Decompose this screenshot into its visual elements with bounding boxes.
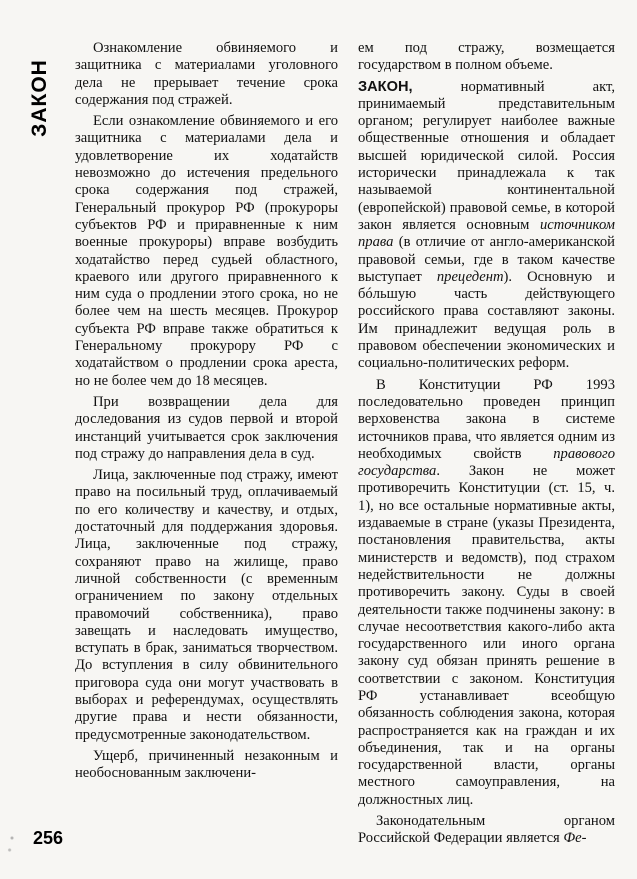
left-paragraph-2: Если ознакомление обвиняемого и его защитника с материалами дела и удовлетворение их ходатайств невозможно до истечения предельного срока содержания под стражей, Генеральный прокурор РФ (прокуроры субъектов РФ и приравненные к ним военные прокуроры) вправе возбудить ходатайство перед судьей областного, краевого или другого приравненного к ним суда о продлении этого срока, но не более чем на шесть месяцев. Прокурор субъекта РФ вправе также обратиться к Генеральному прокурору РФ с ходатайством о продлении срока ареста, но не более чем до 18 месяцев.: [75, 113, 338, 389]
left-column: [75, 40, 338, 782]
constitution-text-b: . Закон не может противоречить Конституции (ст. 15, ч. 1), но все остальные нормативные акты, издаваемые в стране (указы Президента, постановления правительства, акты министерств и ведомств), под страхом недействительности не должны противоречить закону. Суды в своей деятельности также подчинены закону: в случае несоответствия какого-либо акта государственного или иного органа закону суд обязан принять решение в соответствии с законом. Конституция РФ устанавливает всеобщую обязанность соблюдения закона, которая распространяется как на граждан и их объединения, так и на органы государственной власти, органы местного самоуправления, на должностных лиц.: [358, 463, 615, 808]
entry-link-federal-assembly: Фе-: [563, 830, 587, 847]
right-column: [358, 40, 615, 848]
legislature-text: Законодательным органом Российской Федерации является: [358, 813, 615, 847]
running-head: [22, 38, 58, 158]
left-paragraph-3: При возвращении дела для доследования из судов первой и второй инстанций учитывается срок заключения под стражу до направления дела в суд.: [75, 393, 338, 462]
entry-link-source-of-law: источником права: [358, 216, 615, 251]
right-paragraph-4: [358, 813, 615, 848]
constitution-text-a: В Конституции РФ 1993 последовательно проведен принцип верховенства закона в системе источников права, что является одним из необходимых свойств: [358, 376, 615, 462]
right-paragraph-2: [358, 79, 615, 373]
left-paragraph-1: Ознакомление обвиняемого и защитника с материалами уголовного дела не прерывает течение срока содержания под стражей.: [75, 40, 338, 108]
entry-term: ЗАКОН,: [358, 78, 413, 95]
right-paragraph-3: [358, 377, 615, 809]
left-paragraph-4: Лица, заключенные под стражу, имеют право на посильный труд, оплачиваемый по его количеству и качеству, и отдых, достаточный для поддержания здоровья. Лица, заключенные под стражу, сохраняют право на жилище, право личной собственности (с временным ограничением по закону отдельных правомочий собственника), право завещать и наследовать имущество, вступать в брак, заниматься творчеством. До вступления в силу обвинительного приговора суда они могут участвовать в выборах и референдумах, осуществлять другие права и нести обязанности, предусмотренные законодательством.: [75, 467, 338, 743]
entry-text-c: ). Основную и бóльшую часть действующего российского права составляют законы. Им принадлежит ведущая роль в правовом обеспечении экономических и социально-политических реформ.: [358, 268, 615, 372]
left-paragraph-5: Ущерб, причиненный незаконным и необоснованным заключени-: [75, 747, 338, 782]
page-number: 256: [33, 828, 64, 848]
scan-speck: [6, 822, 18, 862]
entry-link-rule-of-law-state: правового государства: [358, 445, 615, 480]
entry-link-precedent: прецедент: [436, 268, 504, 285]
entry-text-b: (в отличие от англо-американской правовой семьи, где в таком качестве выступает: [358, 234, 615, 285]
running-head-text: ЗАКОН: [28, 59, 52, 137]
right-paragraph-1: ем под стражу, возмещается государством в полном объеме.: [358, 40, 615, 74]
entry-text-a: нормативный акт, принимаемый представительным органом; регулирует наиболее важные общественные отношения и обладает высшей юридической силой. Россия исторически принадлежала к так называемой континентальной (европейской) правовой семье, в которой закон является основным: [358, 78, 615, 233]
